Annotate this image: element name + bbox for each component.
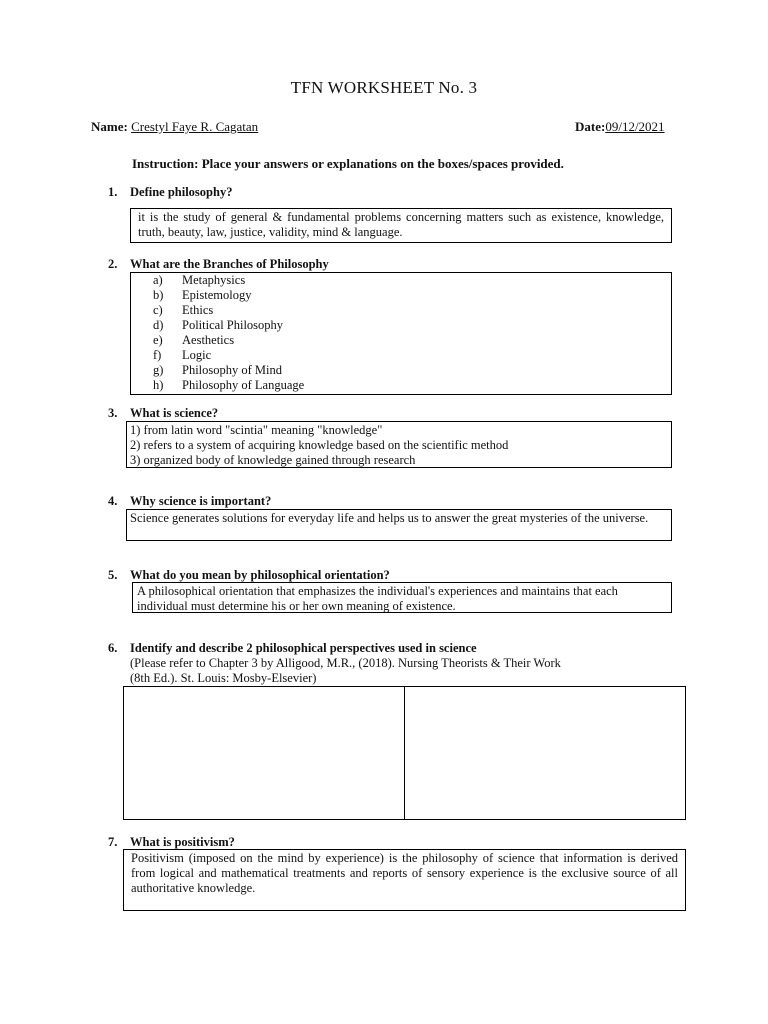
- name-row: [91, 119, 258, 135]
- date-value: 09/12/2021: [605, 119, 665, 134]
- date-row: [575, 119, 665, 135]
- question-6: [0, 641, 768, 657]
- question-number: 4.: [108, 494, 118, 508]
- question-number: 7.: [108, 835, 118, 849]
- question-3: [0, 406, 768, 422]
- answer-box-5: A philosophical orientation that emphasizes the individual's experiences and maintains that each individual must determine his or her own meaning of existence.: [132, 582, 672, 613]
- question-number: 2.: [108, 257, 118, 271]
- question-number: 6.: [108, 641, 118, 655]
- perspective-box-1: [123, 686, 405, 820]
- answer-line: 1) from latin word "scintia" meaning "knowledge": [130, 423, 383, 437]
- question-4: [0, 494, 768, 510]
- branch-item: b) Epistemology: [153, 288, 252, 302]
- answer-box-4: Science generates solutions for everyday life and helps us to answer the great mysteries of the universe.: [126, 509, 672, 541]
- date-label: Date:: [575, 119, 606, 134]
- branch-item: d) Political Philosophy: [153, 318, 284, 332]
- reference-note-line-2: (8th Ed.). St. Louis: Mosby-Elsevier): [130, 671, 317, 685]
- branch-item: f) Logic: [153, 348, 212, 362]
- answer-line: 2) refers to a system of acquiring knowledge based on the scientific method: [130, 438, 509, 452]
- question-1: [0, 185, 768, 201]
- instruction-text: Instruction: Place your answers or explanations on the boxes/spaces provided.: [132, 156, 564, 171]
- worksheet-title: TFN WORKSHEET No. 3: [290, 78, 478, 97]
- name-value: Crestyl Faye R. Cagatan: [131, 119, 259, 134]
- question-text: What is science?: [130, 406, 219, 420]
- question-text: What are the Branches of Philosophy: [130, 257, 329, 271]
- question-text: What do you mean by philosophical orientation?: [130, 568, 390, 582]
- branch-item: g) Philosophy of Mind: [153, 363, 283, 377]
- answer-box-1: it is the study of general & fundamental problems concerning matters such as existence, knowledge, truth, beauty, law, justice, validity, mind & language.: [130, 208, 672, 243]
- name-label: Name:: [91, 119, 128, 134]
- question-text: Identify and describe 2 philosophical perspectives used in science: [130, 641, 477, 655]
- answer-box-3: [126, 421, 672, 468]
- branch-item: a) Metaphysics: [153, 273, 246, 287]
- question-number: 1.: [108, 185, 118, 199]
- branch-item: e) Aesthetics: [153, 333, 235, 347]
- question-number: 3.: [108, 406, 118, 420]
- branch-item: c) Ethics: [153, 303, 214, 317]
- question-2: [0, 257, 768, 273]
- reference-note-line-1: (Please refer to Chapter 3 by Alligood, M.R., (2018). Nursing Theorists & Their Work: [130, 656, 561, 670]
- question-text: Why science is important?: [130, 494, 272, 508]
- question-text: What is positivism?: [130, 835, 235, 849]
- answer-box-7: Positivism (imposed on the mind by experience) is the philosophy of science that information is derived from logical and mathematical treatments and reports of sensory experience is the exclusive source of all authoritative knowledge.: [123, 849, 686, 911]
- question-number: 5.: [108, 568, 118, 582]
- branch-item: h) Philosophy of Language: [153, 378, 305, 392]
- answer-line: 3) organized body of knowledge gained through research: [130, 453, 416, 467]
- perspective-box-2: [404, 686, 686, 820]
- question-text: Define philosophy?: [130, 185, 233, 199]
